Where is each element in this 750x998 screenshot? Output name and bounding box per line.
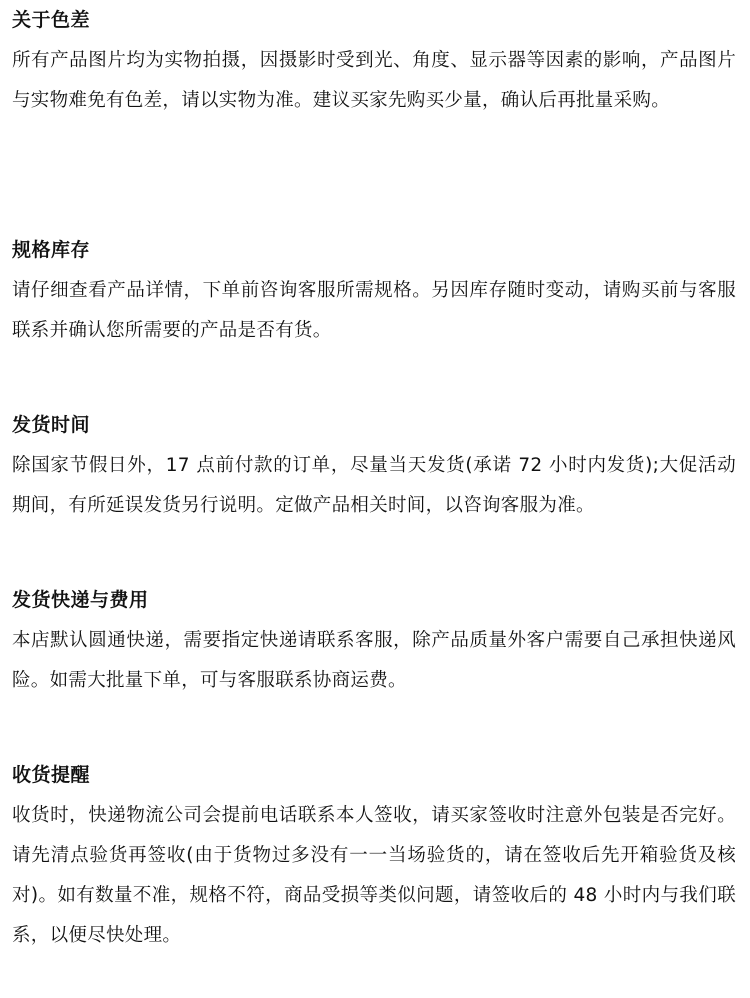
section-heading: 发货时间 <box>12 414 91 436</box>
section-color-difference <box>12 6 736 196</box>
section-body: 除国家节假日外，17 点前付款的订单，尽量当天发货(承诺 72 小时内发货);大促活动期间，有所延误发货另行说明。定做产品相关时间，以咨询客服为准。 <box>12 455 736 516</box>
section-spec-stock <box>12 236 736 371</box>
section-shipping-time <box>12 411 736 546</box>
section-body: 收货时，快递物流公司会提前电话联系本人签收，请买家签收时注意外包装是否完好。请先清点验货再签收(由于货物过多没有一一当场验货的，请在签收后先开箱验货及核对)。如有数量不准，规格不符，商品受损等类似问题，请签收后的 48 小时内与我们联系，以便尽快处理。 <box>12 805 736 946</box>
section-heading: 规格库存 <box>12 239 91 261</box>
section-body: 本店默认圆通快递，需要指定快递请联系客服，除产品质量外客户需要自己承担快递风险。如需大批量下单，可与客服联系协商运费。 <box>12 630 736 691</box>
section-courier-fees <box>12 586 736 721</box>
section-receipt-reminder <box>12 761 736 956</box>
section-heading: 收货提醒 <box>12 764 91 786</box>
section-body: 所有产品图片均为实物拍摄，因摄影时受到光、角度、显示器等因素的影响，产品图片与实物难免有色差，请以实物为准。建议买家先购买少量，确认后再批量采购。 <box>12 50 736 111</box>
section-body: 请仔细查看产品详情，下单前咨询客服所需规格。另因库存随时变动，请购买前与客服联系并确认您所需要的产品是否有货。 <box>12 280 736 341</box>
section-heading: 发货快递与费用 <box>12 589 149 611</box>
section-heading: 关于色差 <box>12 9 91 31</box>
